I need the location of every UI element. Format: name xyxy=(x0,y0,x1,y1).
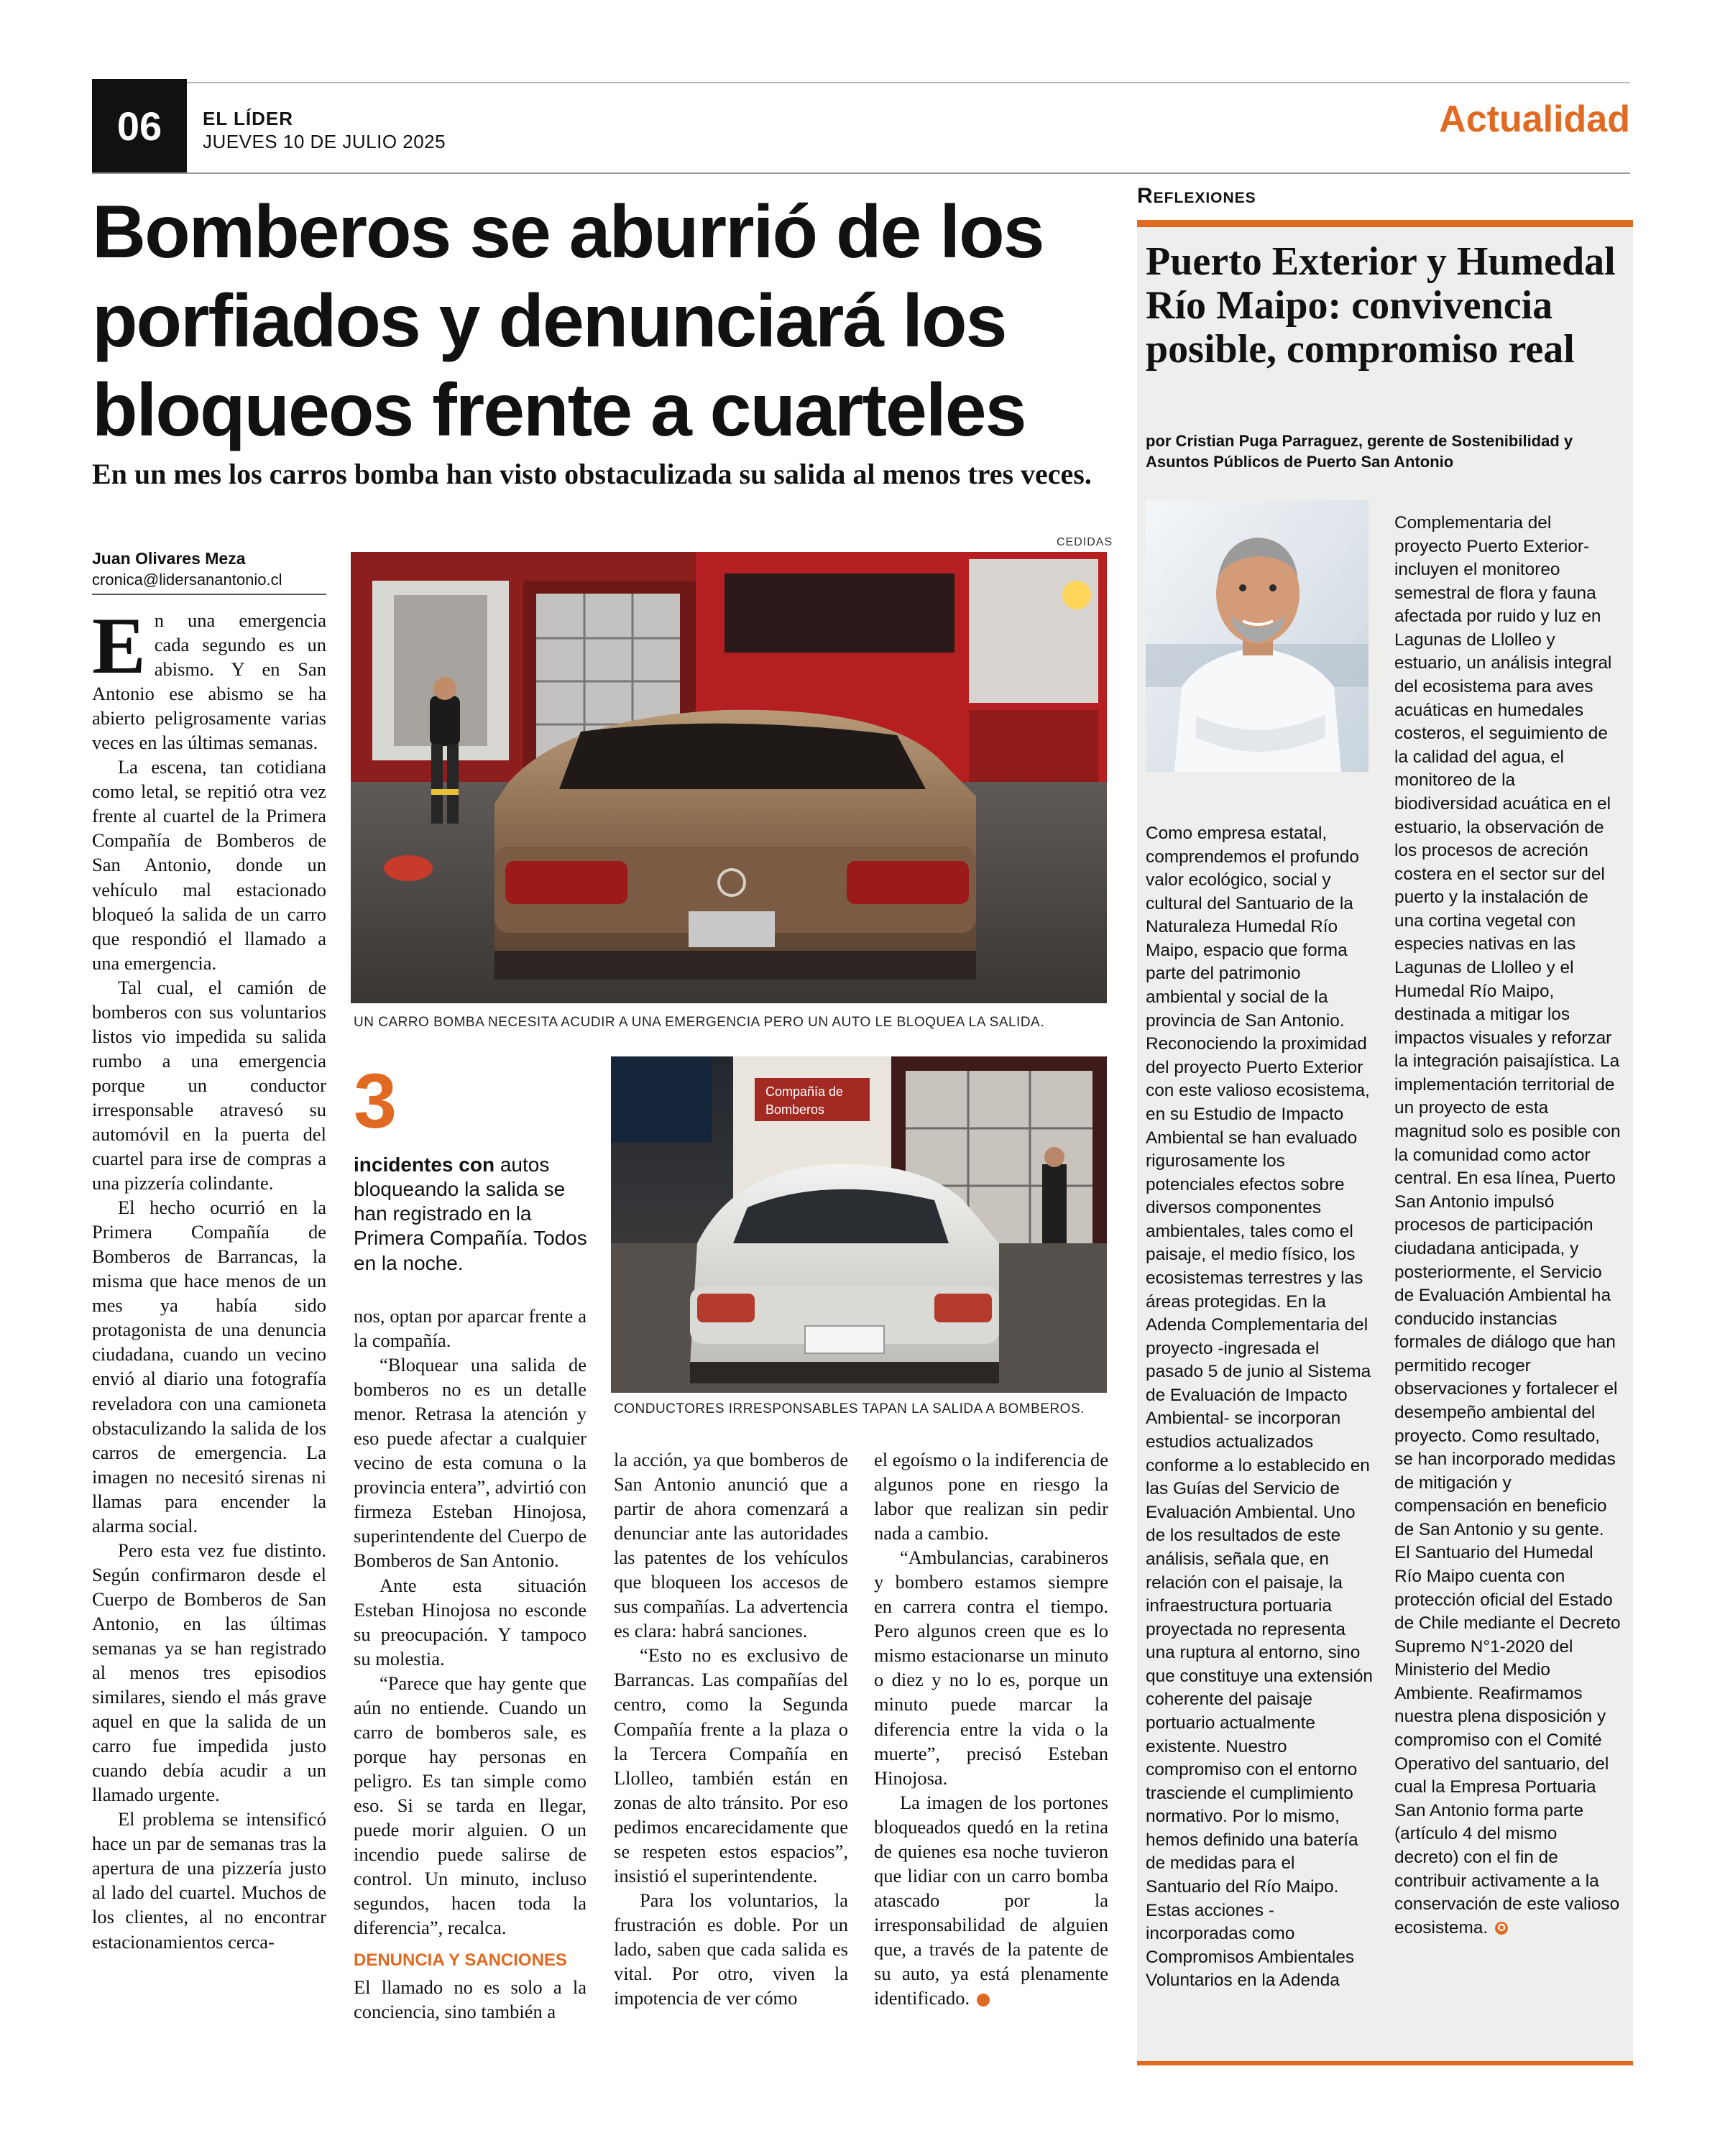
article-paragraph: la acción, ya que bomberos de San Antonio anunció que a partir de ahora comenzará a denunciar ante las autoridades las patentes de los vehículos que bloqueen los accesos de sus compañías. La advertencia es clara: habrá sanciones. xyxy=(614,1449,848,1642)
article-paragraph: Para los voluntarios, la frustración es doble. Por un lado, saben que cada salida es vital. Por otro, viven la impotencia de ver cómo xyxy=(614,1889,848,2009)
building-sign-text-2: Bomberos xyxy=(765,1102,825,1117)
portrait-illustration xyxy=(1146,500,1368,772)
photo-caption-1: UN CARRO BOMBA NECESITA ACUDIR A UNA EMERGENCIA PERO UN AUTO LE BLOQUEA LA SALIDA. xyxy=(354,1015,1045,1030)
article-paragraph: el egoísmo o la indiferencia de algunos pone en riesgo la labor que realizan sin pedir nada a cambio. xyxy=(874,1449,1108,1544)
section-subheading: DENUNCIA Y SANCIONES xyxy=(354,1950,567,1971)
opinion-column-1: Como empresa estatal, comprendemos el profundo valor ecológico, social y cultural del Santuario de la Naturaleza Humedal Río Maipo, espacio que forma parte del patrimonio ambiental y social de la provincia de San Antonio. Reconociendo la proximidad del proyecto Puerto Exterior con este valioso ecosistema, en su Estudio de Impacto Ambiental se han evaluado rigurosamente los potenciales efectos sobre diversos componentes ambientales, tales como el paisaje, el medio físico, los ecosistemas terrestres y las áreas protegidas. En la Adenda Complementaria del proyecto -ingresada el pasado 5 de junio al Sistema de Evaluación de Impacto Ambiental- se incorporan estudios actualizados conforme a lo establecido en las Guías del Servicio de Evaluación Ambiental. Uno de los resultados de este análisis, señala que, en relación con el paisaje, la infraestructura portuaria proyectada no representa una ruptura al entorno, sino que constituye una extensión coherente del paisaje portuario actualmente existente. Nuestro compromiso con el entorno trasciende el cumplimiento normativo. Por lo mismo, hemos definido una batería de medidas para el Santuario del Río Maipo. Estas acciones -incorporadas como Compromisos Ambientales Voluntarios en la Adenda xyxy=(1146,824,1373,1991)
photo-white-car xyxy=(611,1056,1107,1393)
article-paragraph: “Ambulancias, carabineros y bombero estamos siempre en carrera contra el tiempo. Pero algunos creen que es lo mismo estacionarse un minuto o diez y no lo es, porque un minuto puede marcar la diferencia entre la vida o la muerte”, precisó Esteban Hinojosa. xyxy=(874,1547,1108,1789)
article-paragraph: En una emergencia cada segundo es un abismo. Y en San Antonio ese abismo se ha abierto peligrosamente varias veces en las últimas semanas. xyxy=(92,602,326,754)
building-sign-text-1: Compañía de xyxy=(765,1084,844,1099)
article-paragraph: “Parece que hay gente que aún no entiende. Cuando un carro de bomberos sale, es porque hay personas en peligro. Es tan simple como eso. Si se tarda en llegar, puede morir alguien. O un incendio puede salirse de control. Un minuto, incluso segundos, hacen toda la diferencia”, recalca. xyxy=(354,1672,586,1939)
stat-description: incidentes con autos bloqueando la salida se han registrado en la Primera Compañía. Todos en la noche. xyxy=(354,1153,587,1274)
drop-cap: E xyxy=(92,602,146,691)
issue-date: JUEVES 10 DE JULIO 2025 xyxy=(203,131,446,152)
photo-caption-2: CONDUCTORES IRRESPONSABLES TAPAN LA SALIDA A BOMBEROS. xyxy=(614,1401,1085,1416)
header-top-rule xyxy=(187,82,1630,83)
article-column-4 xyxy=(874,1447,1108,2010)
article-paragraph: El hecho ocurrió en la Primera Compañía de Bomberos de Barrancas, la misma que hace menos de un mes ya había sido protagonista de una denuncia ciudadana, cuando un vecino envió al diario una fotografía reveladora con una camioneta obstaculizando la salida de los carros de emergencia. La imagen no necesitó sirenas ni llamas para encender la alarma social. xyxy=(92,1197,326,1537)
author-name: Juan Olivares Meza xyxy=(92,549,246,568)
article-paragraph: “Esto no es exclusivo de Barrancas. Las compañías del centro, como la Segunda Compañía frente a la plaza o la Tercera Compañía en Llolleo, también están en zonas de alto tránsito. Por eso pedimos encarecidamente que se respeten estos espacios”, insistió el superintendente. xyxy=(614,1644,848,1886)
opinion-accent-bar xyxy=(1137,220,1633,227)
article-paragraph: nos, optan por aparcar frente a la compañía. xyxy=(354,1305,586,1352)
article-column-3 xyxy=(614,1447,848,2010)
stat-number: 3 xyxy=(354,1057,397,1144)
author-portrait xyxy=(1146,500,1368,772)
article-paragraph: Pero esta vez fue distinto. Según confirmaron desde el Cuerpo de Bomberos de San Antonio, en las últimas semanas ya se han registrado al menos tres episodios similares, siendo el más grave aquel en que la salida de un carro fue impedida justo cuando debía acudir a un llamado urgente. xyxy=(92,1539,326,1806)
byline-divider xyxy=(92,594,326,595)
article-subhead: En un mes los carros bomba han visto obstaculizada su salida al menos tres veces. xyxy=(92,458,1092,490)
fire-station-illustration xyxy=(351,552,1107,1003)
photo-blocked-fire-station xyxy=(351,552,1107,1003)
section-title: Actualidad xyxy=(1439,98,1630,140)
article-headline: Bomberos se aburrió de los porfiados y denunciará los bloqueos frente a cuarteles xyxy=(92,190,1044,452)
article-paragraph: El problema se intensificó hace un par de semanas tras la apertura de una pizzería justo al lado del cuartel. Muchos de los clientes, al no encontrar estacionamientos cerca- xyxy=(92,1808,326,1953)
opinion-title: Puerto Exterior y Humedal Río Maipo: convivencia posible, compromiso real xyxy=(1146,239,1616,372)
opinion-section-label: Reflexiones xyxy=(1137,184,1256,208)
opinion-author: por Cristian Puga Parraguez, gerente de Sostenibilidad y Asuntos Públicos de Puerto San Antonio xyxy=(1146,432,1573,471)
article-paragraph: El llamado no es solo a la conciencia, sino también a xyxy=(354,1976,586,2023)
article-paragraph: La escena, tan cotidiana como letal, se repitió otra vez frente al cuartel de la Primera Compañía de Bomberos de San Antonio, donde un vehículo mal estacionado bloqueó la salida de un carro que respondió el llamado a una emergencia. xyxy=(92,756,326,974)
article-paragraph: Ante esta situación Esteban Hinojosa no esconde su preocupación. Y tampoco su molestia. xyxy=(354,1574,586,1669)
article-paragraph: Tal cual, el camión de bomberos con sus voluntarios listos vio impedida su salida rumbo a una emergencia porque un conductor irresponsable atravesó su automóvil en la puerta del cuartel para irse de compras a una pizzería colindante. xyxy=(92,976,326,1194)
opinion-column-2: Complementaria del proyecto Puerto Exterior- incluyen el monitoreo semestral de flora y fauna afectada por ruido y luz en Lagunas de Llolleo y estuario, un análisis integral del ecosistema para aves acuáticas en humedales costeros, el seguimiento de la calidad del agua, el monitoreo de la biodiversidad acuática en el estuario, la observación de los procesos de acreción costera en el sector sur del puerto y la instalación de una cortina vegetal con especies nativas en las Lagunas de Llolleo y el Humedal Río Maipo, destinada a mitigar los impactos visuales y reforzar la integración paisajística. La implementación territorial de un proyecto de esta magnitud solo es posible con la comunidad como actor central. En esa línea, Puerto San Antonio impulsó procesos de participación ciudadana anticipada, y posteriormente, el Servicio de Evaluación Ambiental ha conducido instancias formales de diálogo que han permitido recoger observaciones y fortalecer el desempeño ambiental del proyecto. Como resultado, se han incorporado medidas de mitigación y compensación en beneficio de San Antonio y su gente. El Santuario del Humedal Río Maipo cuenta con protección oficial del Estado de Chile mediante el Decreto Supremo N°1-2020 del Ministerio del Medio Ambiente. Reafirmamos nuestra plena disposición y compromiso con el Comité Operativo del santuario, del cual la Empresa Portuaria San Antonio forma parte (artículo 4 del mismo decreto) con el fin de contribuir activamente a la conservación de este valioso ecosistema. ✪ xyxy=(1394,513,1621,1938)
white-car-illustration xyxy=(611,1056,1107,1393)
article-paragraph: “Bloquear una salida de bomberos no es un detalle menor. Retrasa la atención y eso puede afectar a cualquier vecino de esta comuna o la provincia entera”, advirtió con firmeza Esteban Hinojosa, superintendente del Cuerpo de Bomberos de San Antonio. xyxy=(354,1354,586,1572)
page-number: 06 xyxy=(92,79,187,172)
article-column-2 xyxy=(354,1304,586,2024)
end-mark-icon: ✪ xyxy=(1495,1922,1508,1935)
opinion-bottom-bar xyxy=(1137,2061,1633,2065)
photo-credit: CEDIDAS xyxy=(1057,536,1113,548)
author-email[interactable]: cronica@lidersanantonio.cl xyxy=(92,571,282,589)
header-bottom-rule xyxy=(92,172,1630,174)
article-paragraph: La imagen de los portones bloqueados quedó en la retina de quienes esa noche tuvieron que lidiar con un carro bomba atascado por la irresponsabilidad de alguien que, a través de la patente de su auto, ya está plenamente identificado. ✪ xyxy=(874,1791,1108,2009)
end-mark-icon: ✪ xyxy=(977,1994,990,2007)
newspaper-name: EL LÍDER xyxy=(203,108,293,129)
article-column-1 xyxy=(92,602,326,1954)
